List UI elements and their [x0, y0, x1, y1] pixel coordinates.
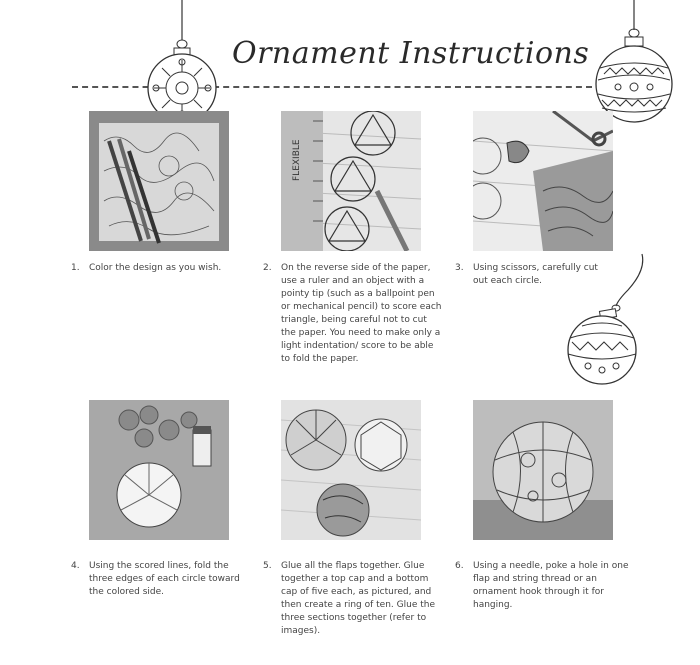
step-number: 6. [455, 561, 464, 571]
step-number: 5. [263, 561, 272, 571]
step-5 [263, 560, 443, 642]
photo-step-2 [281, 111, 421, 251]
step-6 [455, 560, 635, 610]
step-number: 3. [455, 263, 464, 273]
step-text: Color the design as you wish. [89, 263, 222, 273]
ornament-left-illustration [140, 0, 230, 125]
photo-step-1 [89, 111, 229, 251]
step-text: Glue all the flaps together. Glue together a top cap and a bottom cap of five each, as pictured, and then create a ring of ten. Glue the three sections together (refer to images). [281, 561, 435, 636]
step-text: Using the scored lines, fold the three edges of each circle toward the colored side. [89, 561, 240, 597]
step-number: 1. [71, 263, 80, 273]
photo-step-5 [281, 400, 421, 540]
step-number: 2. [263, 263, 272, 273]
step-number: 4. [71, 561, 80, 571]
step-text: Using scissors, carefully cut out each circle. [473, 263, 598, 286]
ruler-label: FLEXIBLE [292, 139, 302, 181]
step-4 [71, 560, 251, 604]
photo-step-4 [89, 400, 229, 540]
page-title: Ornament Instructions [232, 36, 590, 71]
step-text: Using a needle, poke a hole in one flap and string thread or an ornament hook through it for hanging. [473, 561, 629, 610]
step-2 [263, 262, 443, 372]
step-3 [455, 262, 605, 292]
step-text: On the reverse side of the paper, use a ruler and an object with a pointy tip (such as a ballpoint pen or mechanical pencil) to score each triangle, being careful not to cut the paper. You need to make only a light indentation/ score to be able to fold the paper. [281, 263, 442, 364]
step-1 [71, 262, 251, 276]
photo-step-3 [473, 111, 613, 251]
photo-step-6 [473, 400, 613, 540]
